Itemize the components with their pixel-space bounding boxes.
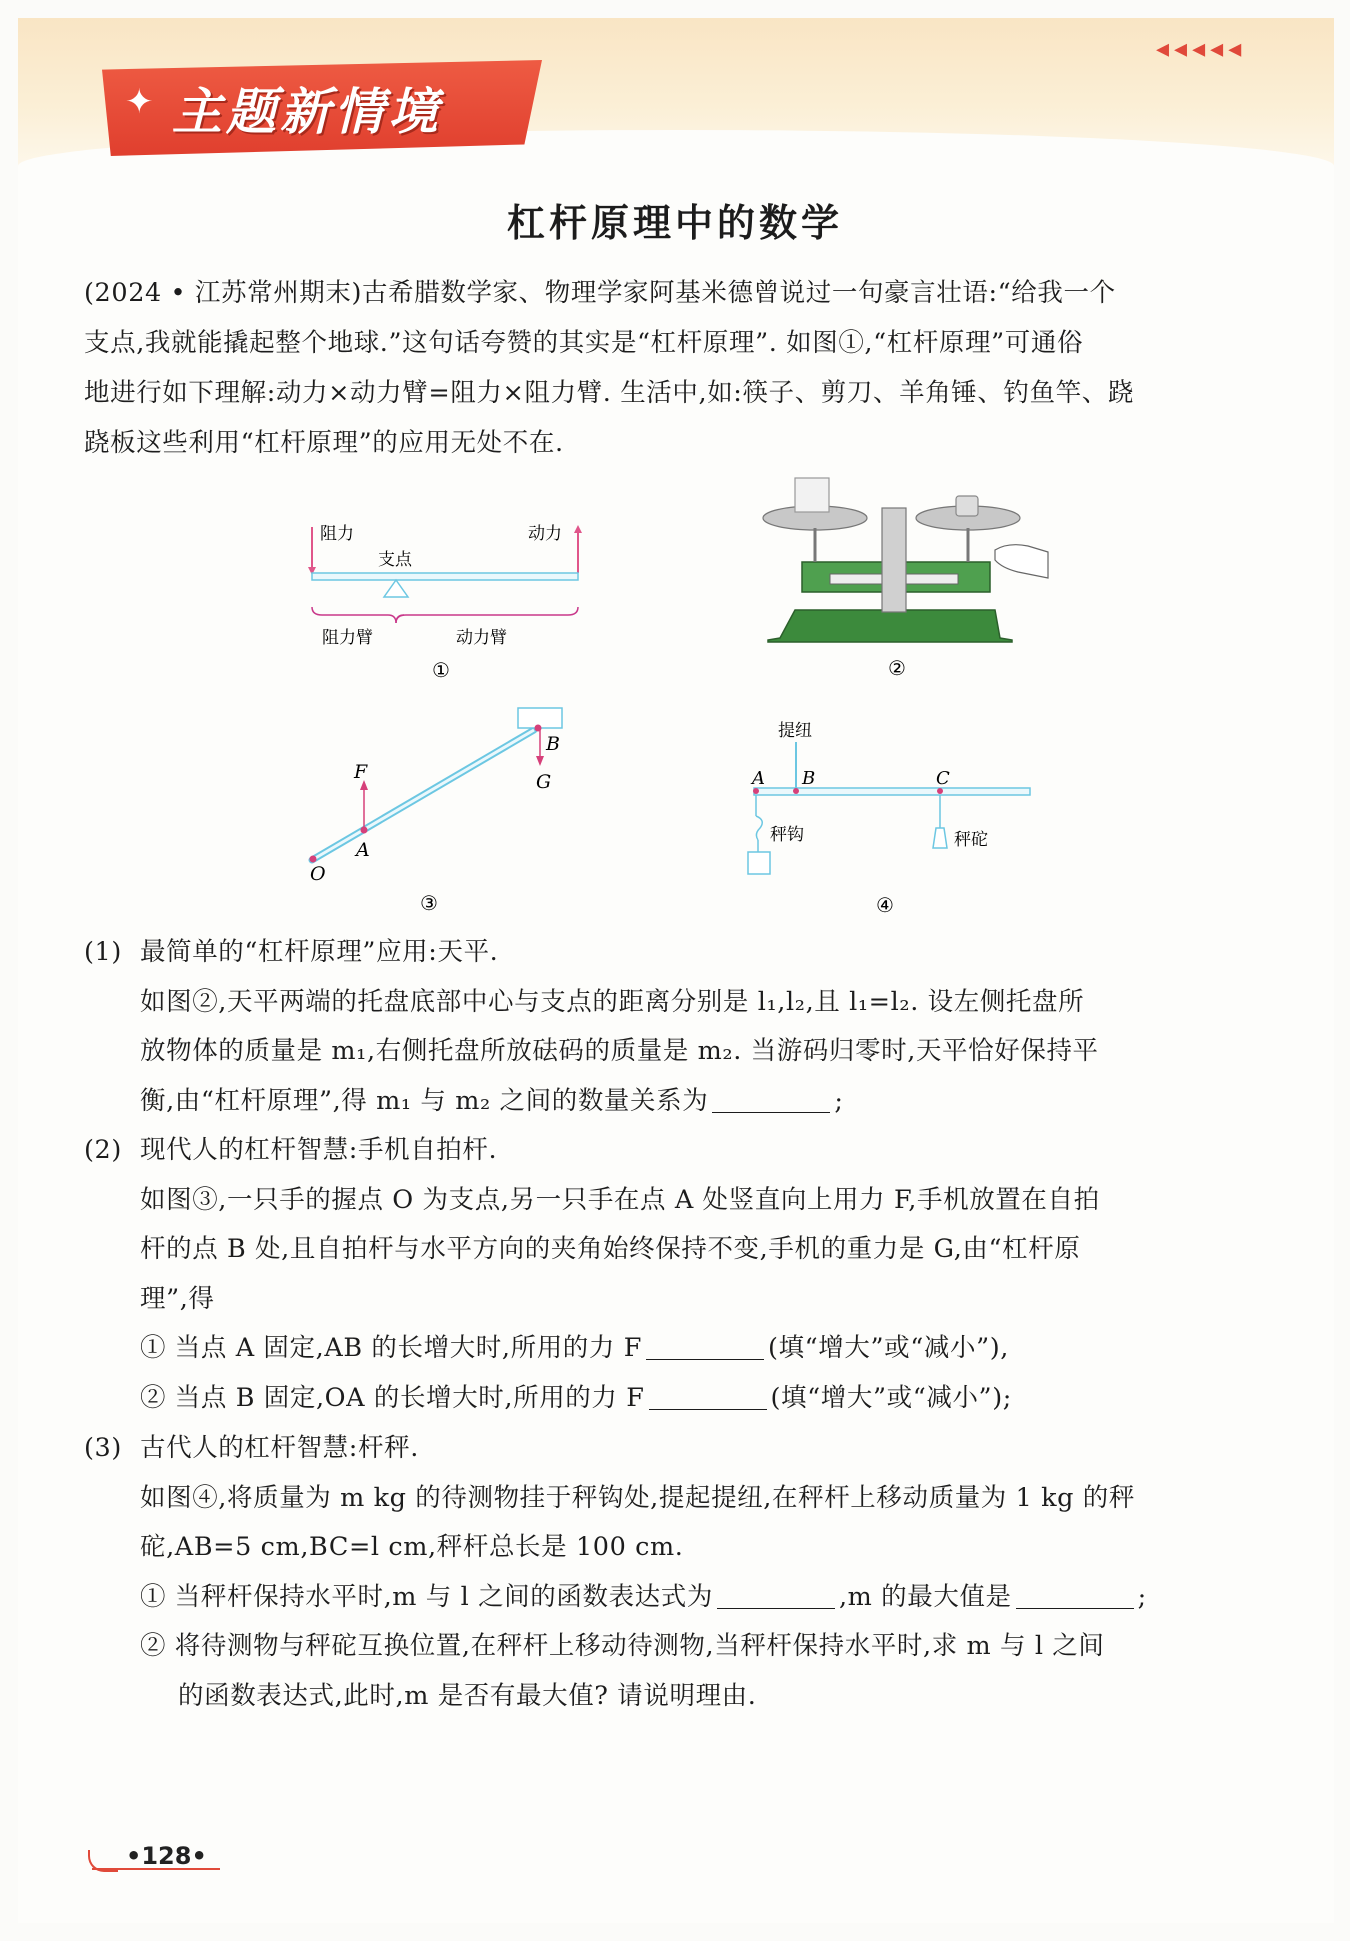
- question-line: 砣,AB=5 cm,BC=l cm,秤杆总长是 100 cm.: [140, 1532, 684, 1563]
- intro-line: 地进行如下理解:动力×动力臂=阻力×阻力臂. 生活中,如:筷子、剪刀、羊角锤、钓鱼竿、跷: [84, 378, 1135, 408]
- lever-bar: [312, 573, 578, 580]
- figure-1-lever: [300, 515, 600, 685]
- label-B: B: [802, 768, 816, 789]
- resistance-arm-label: 阻力臂: [322, 628, 373, 648]
- label-O: O: [310, 863, 326, 885]
- sub-question-2: ② 将待测物与秤砣互换位置,在秤杆上移动待测物,当秤杆保持水平时,求 m 与 l 之间: [140, 1631, 1105, 1662]
- point-B: [535, 725, 542, 732]
- question-line: 理”,得: [140, 1283, 215, 1314]
- answer-blank[interactable]: [717, 1582, 835, 1609]
- object-cube: [795, 478, 829, 512]
- fulcrum-triangle: [384, 580, 408, 597]
- balance-pillar: [882, 508, 906, 612]
- question-3: [0, 1424, 1350, 1711]
- label-C: C: [936, 768, 950, 789]
- question-title: 现代人的杠杆智慧:手机自拍杆.: [140, 1135, 498, 1165]
- sub-question-2: [140, 1374, 1256, 1424]
- effort-arrowhead: [574, 525, 582, 533]
- label-F: F: [354, 761, 368, 783]
- figure-2-caption: ②: [888, 656, 906, 680]
- resistance-label: 阻力: [320, 524, 354, 544]
- question-number: (3): [84, 1433, 122, 1463]
- answer-blank[interactable]: [649, 1383, 767, 1410]
- sub-question-text: ① 当点 A 固定,AB 的长增大时,所用的力 F: [140, 1333, 643, 1364]
- sub-question-hint: (填“增大”或“减小”);: [770, 1383, 1012, 1413]
- question-title: 最简单的“杠杆原理”应用:天平.: [140, 937, 499, 967]
- balance-base: [768, 610, 1012, 642]
- knob-label: 提纽: [778, 721, 812, 741]
- intro-line: 跷板这些利用“杠杆原理”的应用无处不在.: [84, 428, 564, 458]
- figure-3-selfie-stick: [300, 700, 580, 920]
- label-B: B: [546, 733, 560, 755]
- effort-label: 动力: [528, 524, 562, 544]
- hook-label: 秤钩: [770, 825, 804, 845]
- effort-arm-label: 动力臂: [456, 628, 507, 648]
- label-A: A: [752, 768, 765, 789]
- banner-title: 主题新情境: [172, 83, 442, 141]
- sub-question-1: [140, 1324, 1256, 1374]
- question-line: 放物体的质量是 m₁,右侧托盘所放砝码的质量是 m₂. 当游码归零时,天平恰好保持平: [140, 1036, 1099, 1067]
- effort-arm-brace: [396, 607, 578, 623]
- sub-question-text: ① 当秤杆保持水平时,m 与 l 之间的函数表达式为: [140, 1581, 713, 1612]
- punctuation: ;: [1137, 1581, 1147, 1612]
- question-line: 衡,由“杠杆原理”,得 m₁ 与 m₂ 之间的数量关系为: [140, 1085, 709, 1116]
- sub-question-2-continued: 的函数表达式,此时,m 是否有最大值? 请说明理由.: [178, 1681, 757, 1711]
- gravity-G-arrowhead: [536, 756, 544, 766]
- answer-blank[interactable]: [712, 1086, 830, 1113]
- intro-line: 支点,我就能撬起整个地球.”这句话夸赞的其实是“杠杆原理”. 如图①,“杠杆原理”可通俗: [84, 328, 1084, 358]
- question-line: 杆的点 B 处,且自拍杆与水平方向的夹角始终保持不变,手机的重力是 G,由“杠杆原: [140, 1234, 1081, 1265]
- question-line: 如图④,将质量为 m kg 的待测物挂于秤钩处,提起提纽,在秤杆上移动质量为 1 kg 的秤: [140, 1482, 1136, 1513]
- counterweight: [956, 496, 978, 516]
- sub-question-text: ,m 的最大值是: [838, 1581, 1012, 1612]
- article-title: 杠杆原理中的数学: [506, 201, 843, 245]
- label-A: A: [356, 839, 370, 861]
- object-box: [748, 852, 770, 874]
- sub-question-text: ② 当点 B 固定,OA 的长增大时,所用的力 F: [140, 1383, 645, 1413]
- figure-2-balance: [750, 470, 1050, 685]
- point-O: [310, 856, 317, 863]
- question-number: (1): [84, 937, 122, 967]
- figure-1-caption: ①: [432, 658, 450, 682]
- figure-4-caption: ④: [876, 893, 894, 917]
- steelyard-weight: [933, 828, 947, 848]
- chevron-left-icons: ◂◂◂◂◂: [1156, 34, 1247, 64]
- label-G: G: [536, 771, 552, 793]
- phone: [518, 708, 562, 728]
- question-line-with-blank: [140, 1077, 1256, 1127]
- weight-label: 秤砣: [954, 830, 988, 850]
- intro-line: (2024 • 江苏常州期末)古希腊数学家、物理学家阿基米德曾说过一句豪言壮语:“给我一个: [84, 278, 1116, 308]
- intro-paragraph: [84, 268, 1256, 468]
- question-1: [0, 928, 1350, 1128]
- point-A: [361, 827, 368, 834]
- page-number: •128•: [126, 1842, 207, 1870]
- question-line: 如图②,天平两端的托盘底部中心与支点的距离分别是 l₁,l₂,且 l₁=l₂. 设左侧托盘所: [140, 986, 1085, 1017]
- punctuation: ;: [834, 1085, 844, 1116]
- hand-icon: [995, 545, 1048, 578]
- question-number: (2): [84, 1135, 122, 1165]
- point-B: [793, 788, 799, 794]
- sparkle-icon: ✦: [125, 82, 154, 122]
- sub-question-1: [140, 1573, 1256, 1623]
- resistance-arm-brace: [312, 607, 404, 623]
- fulcrum-label: 支点: [378, 550, 412, 570]
- answer-blank[interactable]: [1016, 1582, 1134, 1609]
- question-title: 古代人的杠杆智慧:杆秤.: [140, 1433, 419, 1463]
- question-2: [0, 1126, 1350, 1413]
- selfie-stick-core: [312, 730, 534, 860]
- figure-4-steelyard: [740, 716, 1040, 921]
- answer-blank[interactable]: [646, 1333, 764, 1360]
- sub-question-hint: (填“增大”或“减小”),: [768, 1333, 1009, 1364]
- question-line: 如图③,一只手的握点 O 为支点,另一只手在点 A 处竖直向上用力 F,手机放置在自拍: [140, 1184, 1100, 1215]
- hook-icon: [756, 816, 762, 840]
- figure-3-caption: ③: [420, 891, 438, 915]
